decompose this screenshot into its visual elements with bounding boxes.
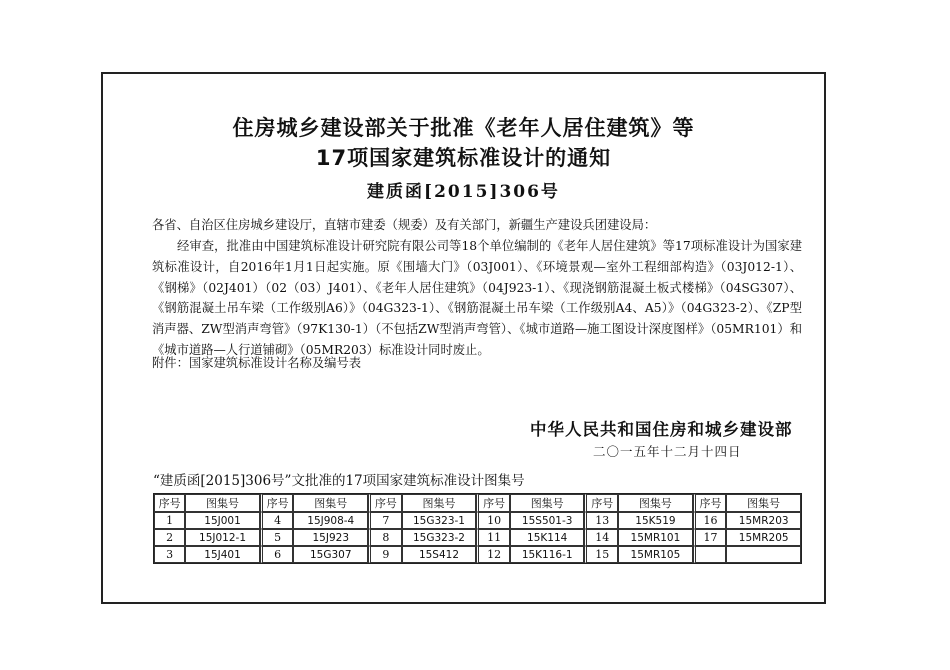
cell-no: 8 <box>368 529 402 546</box>
cell-code: 15K116-1 <box>510 546 585 563</box>
cell-no: 14 <box>584 529 618 546</box>
cell-no: 6 <box>260 546 294 563</box>
cell-code: 15S501-3 <box>510 512 585 529</box>
header-no: 序号 <box>693 494 727 512</box>
header-no: 序号 <box>476 494 510 512</box>
header-code: 图集号 <box>510 494 585 512</box>
issue-date: 二〇一五年十二月十四日 <box>593 444 742 459</box>
cell-no: 2 <box>154 529 185 546</box>
cell-code: 15J908-4 <box>293 512 368 529</box>
table-row <box>154 546 801 563</box>
addressee: 各省、自治区住房城乡建设厅，直辖市建委（规委）及有关部门，新疆生产建设兵团建设局： <box>152 218 657 232</box>
cell-code: 15S412 <box>402 546 477 563</box>
header-code: 图集号 <box>618 494 693 512</box>
standards-table <box>153 493 802 564</box>
cell-no: 4 <box>260 512 294 529</box>
cell-no: 9 <box>368 546 402 563</box>
header-no: 序号 <box>154 494 185 512</box>
cell-code: 15J401 <box>185 546 260 563</box>
cell-code: 15MR205 <box>726 529 801 546</box>
cell-code: 15MR105 <box>618 546 693 563</box>
table-row <box>154 512 801 529</box>
table-row <box>154 529 801 546</box>
header-code: 图集号 <box>185 494 260 512</box>
table-header-row <box>154 494 801 512</box>
cell-no: 15 <box>584 546 618 563</box>
cell-code: 15G307 <box>293 546 368 563</box>
cell-code: 15K519 <box>618 512 693 529</box>
cell-no: 12 <box>476 546 510 563</box>
cell-code: 15J923 <box>293 529 368 546</box>
issuing-authority: 中华人民共和国住房和城乡建设部 <box>530 420 793 439</box>
cell-no: 10 <box>476 512 510 529</box>
cell-code: 15MR203 <box>726 512 801 529</box>
cell-no: 1 <box>154 512 185 529</box>
cell-no: 3 <box>154 546 185 563</box>
cell-no: 17 <box>693 529 727 546</box>
cell-code <box>726 546 801 563</box>
document-number: 建质函[2015]306号 <box>367 182 560 202</box>
cell-code: 15J001 <box>185 512 260 529</box>
notice-title-line1: 住房城乡建设部关于批准《老年人居住建筑》等 <box>232 116 695 140</box>
notice-title-line2: 17项国家建筑标准设计的通知 <box>315 146 612 170</box>
cell-no <box>693 546 727 563</box>
cell-no: 11 <box>476 529 510 546</box>
header-no: 序号 <box>368 494 402 512</box>
cell-code: 15K114 <box>510 529 585 546</box>
attachment-line: 附件：国家建筑标准设计名称及编号表 <box>152 356 362 370</box>
header-code: 图集号 <box>402 494 477 512</box>
header-code: 图集号 <box>726 494 801 512</box>
header-no: 序号 <box>260 494 294 512</box>
cell-code: 15J012-1 <box>185 529 260 546</box>
header-no: 序号 <box>584 494 618 512</box>
table-caption: “建质函[2015]306号”文批准的17项国家建筑标准设计图集号 <box>153 473 525 489</box>
cell-code: 15MR101 <box>618 529 693 546</box>
cell-no: 7 <box>368 512 402 529</box>
cell-no: 13 <box>584 512 618 529</box>
notice-body: 经审查，批准由中国建筑标准设计研究院有限公司等18个单位编制的《老年人居住建筑》等17项标准设计为国家建筑标准设计，自2016年1月1日起实施。原《围墙大门》（03J001）、《环境景观—室外工程细部构造》（03J012-1）、《钢梯》（02J401）（02（03）J401）、《老年人居住建筑》（04J923-1）、《现浇钢筋混凝土板式楼梯》（04SG307）、《钢筋混凝土吊车梁（工作级别A6）》（04G323-1）、《钢筋混凝土吊车梁（工作级别A4、A5）》（04G323-2）、《ZP型消声器、ZW型消声弯管》（97K130-1）（不包括ZW型消声弯管）、《城市道路—施工图设计深度图样》（05MR101）和《城市道路—人行道铺砌》（05MR203）标准设计同时废止。 <box>152 239 802 357</box>
cell-no: 5 <box>260 529 294 546</box>
header-code: 图集号 <box>293 494 368 512</box>
cell-no: 16 <box>693 512 727 529</box>
cell-code: 15G323-2 <box>402 529 477 546</box>
cell-code: 15G323-1 <box>402 512 477 529</box>
